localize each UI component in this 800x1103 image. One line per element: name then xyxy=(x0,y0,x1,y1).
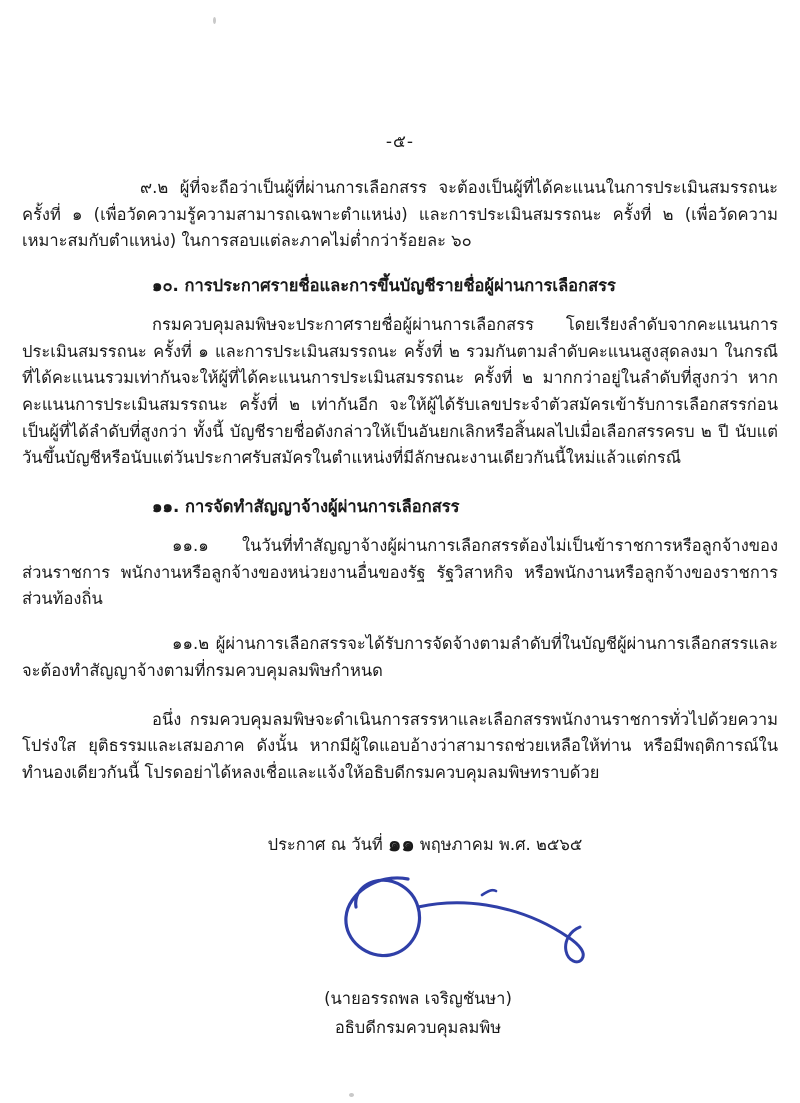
paragraph-section-10-body: กรมควบคุมลมพิษจะประกาศรายชื่อผู้ผ่านการเลือกสรร โดยเรียงลำดับจากคะแนนการประเมินสมรรถนะ ครั้งที่ ๑ และการประเมินสมรรถนะ ครั้งที่ ๒ รวมกันตามลำดับคะแนนสูงสุดลงมา ในกรณีที่ได้คะแนนรวมเท่ากันจะให้ผู้ที่ได้คะแนนการประเมินสมรรถนะ ครั้งที่ ๒ มากกว่าอยู่ในลำดับที่สูงกว่า หากคะแนนการประเมินสมรรถนะ ครั้งที่ ๒ เท่ากันอีก จะให้ผู้ได้รับเลขประจำตัวสมัครเข้ารับการเลือกสรรก่อนเป็นผู้ที่ได้ลำดับที่สูงกว่า ทั้งนี้ บัญชีรายชื่อดังกล่าวให้เป็นอันยกเลิกหรือสิ้นผลไปเมื่อเลือกสรรครบ ๒ ปี นับแต่วันขึ้นบัญชีหรือนับแต่วันประกาศรับสมัครในตำแหน่งที่มีลักษณะงานเดียวกันนี้ใหม่แล้วแต่กรณี xyxy=(22,314,778,468)
heading-section-10: ๑๐. การประกาศรายชื่อและการขึ้นบัญชีรายชื่อผู้ผ่านการเลือกสรร xyxy=(152,276,616,296)
document-body xyxy=(22,175,778,1042)
signer-block xyxy=(22,985,778,1043)
scan-speck xyxy=(213,17,216,24)
handwritten-signature xyxy=(332,867,622,981)
signer-name: (นายอรรถพล เจริญชันษา) xyxy=(324,988,512,1008)
signature-area xyxy=(22,867,778,985)
scan-speck xyxy=(349,1093,354,1097)
paragraph-closing-note: อนึ่ง กรมควบคุมลมพิษจะดำเนินการสรรหาและเลือกสรรพนักงานราชการทั่วไปด้วยความโปร่งใส ยุติธรรมและเสมอภาค ดังนั้น หากมีผู้ใดแอบอ้างว่าสามารถช่วยเหลือให้ท่าน หรือมีพฤติการณ์ในทำนองเดียวกันนี้ โปรดอย่าได้หลงเชื่อและแจ้งให้อธิบดีกรมควบคุมลมพิษทราบด้วย xyxy=(22,709,778,782)
signer-position: อธิบดีกรมควบคุมลมพิษ xyxy=(334,1017,502,1037)
paragraph-9-2: ๙.๒ ผู้ที่จะถือว่าเป็นผู้ที่ผ่านการเลือกสรร จะต้องเป็นผู้ที่ได้คะแนนในการประเมินสมรรถนะ ครั้งที่ ๑ (เพื่อวัดความรู้ความสามารถเฉพาะตำแหน่ง) และการประเมินสมรรถนะ ครั้งที่ ๒ (เพื่อวัดความเหมาะสมกับตำแหน่ง) ในการสอบแต่ละภาคไม่ต่ำกว่าร้อยละ ๖๐ xyxy=(22,178,778,251)
date-suffix: พฤษภาคม พ.ศ. ๒๕๖๕ xyxy=(419,834,583,854)
announcement-date-line xyxy=(22,827,778,861)
date-prefix: ประกาศ ณ วันที่ xyxy=(267,834,383,854)
paragraph-11-2: ๑๑.๒ ผู้ผ่านการเลือกสรรจะได้รับการจัดจ้างตามลำดับที่ในบัญชีผู้ผ่านการเลือกสรรและจะต้องทำสัญญาจ้างตามที่กรมควบคุมลมพิษกำหนด xyxy=(22,634,778,680)
heading-section-11: ๑๑. การจัดทำสัญญาจ้างผู้ผ่านการเลือกสรร xyxy=(152,497,460,517)
page-number: -๕- xyxy=(385,132,415,152)
paragraph-11-1: ๑๑.๑ ในวันที่ทำสัญญาจ้างผู้ผ่านการเลือกสรรต้องไม่เป็นข้าราชการหรือลูกจ้างของส่วนราชการ พนักงานหรือลูกจ้างของหน่วยงานอื่นของรัฐ รัฐวิสาหกิจ หรือพนักงานหรือลูกจ้างของราชการส่วนท้องถิ่น xyxy=(22,535,778,609)
date-day: ๑๑ xyxy=(388,831,415,856)
